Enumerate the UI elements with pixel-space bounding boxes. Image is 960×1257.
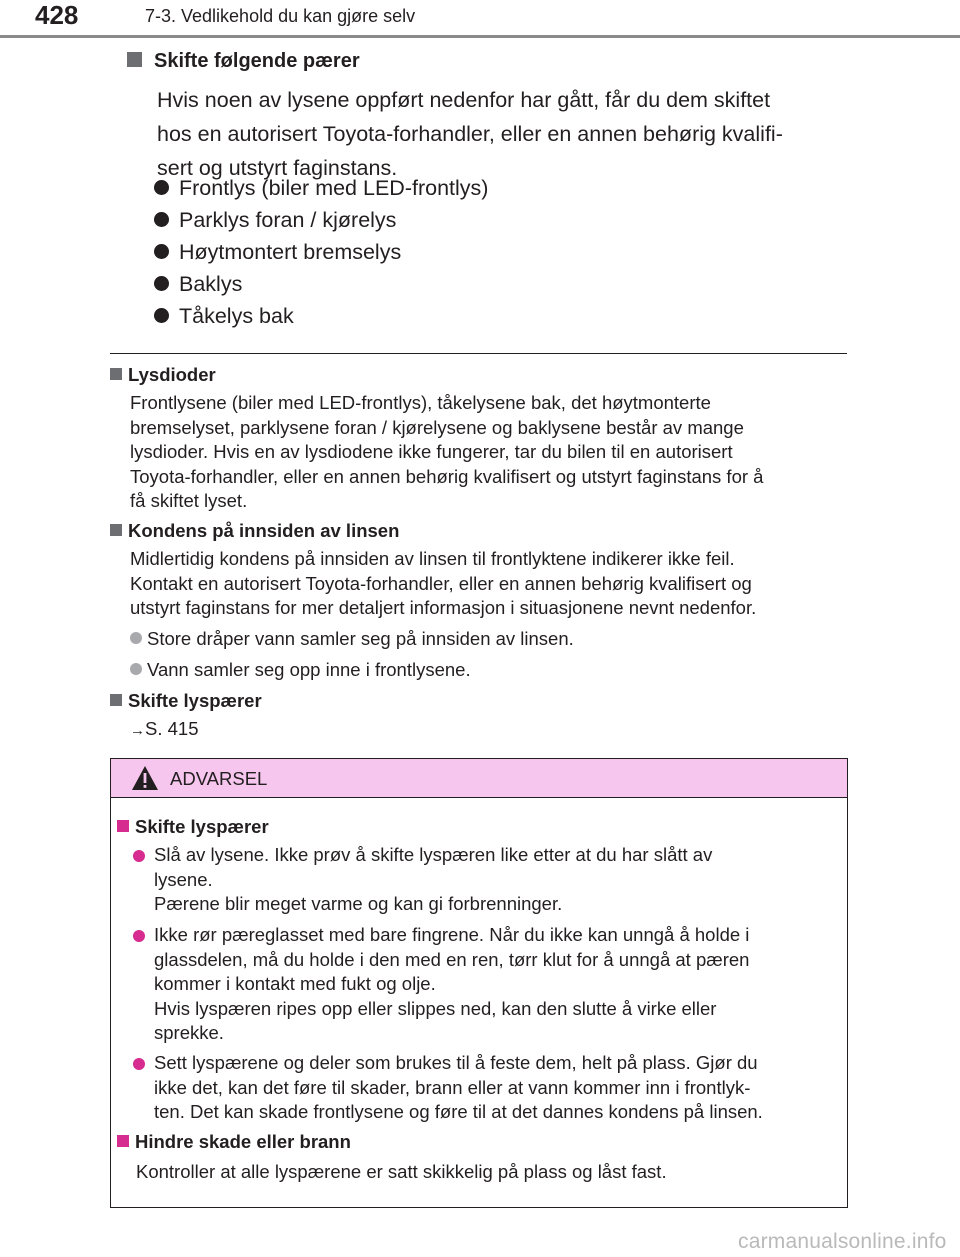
- paragraph-line: kommer i kontakt med fukt og olje.: [154, 973, 436, 994]
- bullet-icon: [133, 930, 145, 942]
- page-reference-text[interactable]: S. 415: [145, 718, 199, 739]
- bullet-icon: [154, 212, 169, 227]
- arrow-right-icon: →: [130, 722, 145, 739]
- page-reference[interactable]: [130, 718, 199, 740]
- list-item: Frontlys (biler med LED-frontlys): [154, 176, 488, 201]
- paragraph-line: sprekke.: [154, 1022, 224, 1043]
- condensation-paragraph: [130, 547, 840, 621]
- square-marker-icon: [110, 524, 122, 536]
- square-marker-icon: [110, 368, 122, 380]
- led-heading: Lysdioder: [110, 364, 216, 386]
- section-title: 7-3. Vedlikehold du kan gjøre selv: [145, 6, 416, 26]
- bullet-icon: [130, 632, 142, 644]
- list-item: Vann samler seg opp inne i frontlysene.: [130, 659, 471, 681]
- square-marker-icon: [117, 1135, 129, 1147]
- square-marker-icon: [127, 52, 142, 67]
- warning-item: [133, 1051, 839, 1125]
- warning-label: ADVARSEL: [170, 768, 268, 789]
- list-item: Parklys foran / kjørelys: [154, 208, 396, 233]
- square-marker-icon: [117, 820, 129, 832]
- replace-paragraph: [157, 83, 841, 185]
- paragraph-line: bremselyset, parklysene foran / kjørelysene og baklysene består av mange: [130, 416, 744, 438]
- paragraph-line: få skiftet lyset.: [130, 490, 248, 511]
- paragraph-line: Ikke rør pæreglasset med bare fingrene. Når du ikke kan unngå å holde i: [154, 924, 750, 945]
- bulbs-heading: Skifte lyspærer: [110, 690, 262, 712]
- paragraph-line: sert og utstyrt faginstans.: [157, 156, 398, 180]
- bullet-icon: [133, 850, 145, 862]
- paragraph-line: Kontakt en autorisert Toyota-forhandler, eller en annen behørig kvalifisert og: [130, 572, 752, 594]
- paragraph-line: lysene.: [154, 868, 213, 890]
- warning-section1-heading: Skifte lyspærer: [117, 816, 269, 838]
- warning-section2-heading: Hindre skade eller brann: [117, 1131, 351, 1153]
- replace-heading: Skifte følgende pærer: [127, 50, 360, 73]
- paragraph-line: Slå av lysene. Ikke prøv å skifte lyspæren like etter at du har slått av: [154, 844, 713, 865]
- paragraph-line: Toyota-forhandler, eller en annen behørig kvalifisert og utstyrt faginstans for å: [130, 465, 764, 487]
- bullet-icon: [154, 244, 169, 259]
- paragraph-line: Hvis lyspæren ripes opp eller slippes ned, kan den slutte å virke eller: [154, 997, 717, 1019]
- bullet-icon: [154, 276, 169, 291]
- warning-triangle-icon: [131, 765, 159, 791]
- bullet-icon: [154, 180, 169, 195]
- condensation-heading: Kondens på innsiden av linsen: [110, 520, 399, 542]
- list-item: Tåkelys bak: [154, 304, 294, 329]
- square-marker-icon: [110, 694, 122, 706]
- bullet-icon: [130, 663, 142, 675]
- header-rule: [0, 35, 960, 38]
- bullet-icon: [154, 308, 169, 323]
- paragraph-line: Hvis noen av lysene oppført nedenfor har gått, får du dem skiftet: [157, 88, 771, 112]
- list-item: Høytmontert bremselys: [154, 240, 401, 265]
- warning-item: [133, 843, 839, 917]
- paragraph-line: hos en autorisert Toyota-forhandler, eller en annen behørig kvalifi-: [157, 122, 783, 146]
- paragraph-line: ikke det, kan det føre til skader, brann eller at vann kommer inn i frontlyk-: [154, 1076, 751, 1098]
- paragraph-line: Midlertidig kondens på innsiden av linsen til frontlyktene indikerer ikke feil.: [130, 548, 735, 569]
- paragraph-line: ten. Det kan skade frontlysene og føre til at det dannes kondens på linsen.: [154, 1101, 763, 1122]
- paragraph-line: Sett lyspærene og deler som brukes til å feste dem, helt på plass. Gjør du: [154, 1052, 758, 1073]
- section-divider: [110, 353, 847, 354]
- paragraph-line: glassdelen, må du holde i den med en ren, tørr klut for å unngå at pæren: [154, 948, 750, 970]
- list-item: Baklys: [154, 272, 242, 297]
- bullet-icon: [133, 1058, 145, 1070]
- watermark: carmanualsonline.info: [738, 1230, 947, 1253]
- warning-section2-text: Kontroller at alle lyspærene er satt skikkelig på plass og låst fast.: [136, 1161, 667, 1182]
- warning-item: [133, 923, 839, 1046]
- led-paragraph: [130, 391, 840, 514]
- paragraph-line: Frontlysene (biler med LED-frontlys), tåkelysene bak, det høytmonterte: [130, 392, 711, 413]
- paragraph-line: lysdioder. Hvis en av lysdiodene ikke fungerer, tar du bilen til en autorisert: [130, 441, 733, 462]
- paragraph-line: utstyrt faginstans for mer detaljert informasjon i situasjonene nevnt nedenfor.: [130, 597, 757, 618]
- list-item: Store dråper vann samler seg på innsiden av linsen.: [130, 628, 574, 650]
- page-number: 428: [35, 0, 79, 30]
- paragraph-line: Pærene blir meget varme og kan gi forbrenninger.: [154, 893, 563, 914]
